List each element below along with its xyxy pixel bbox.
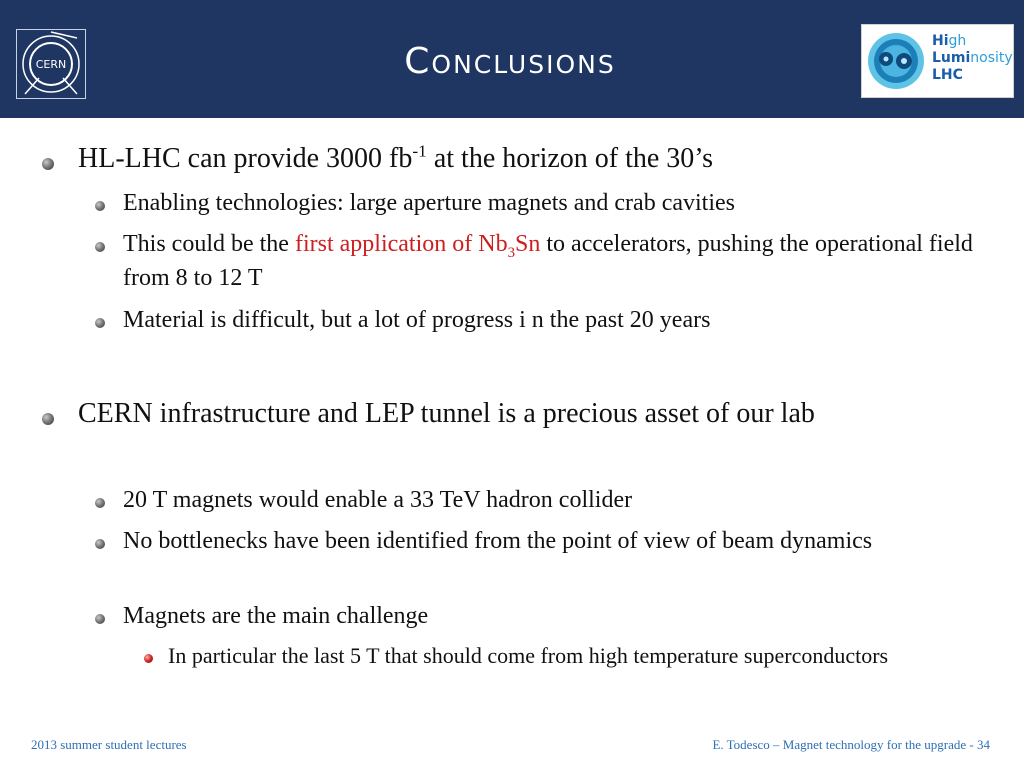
bullet-first-application-sub: 3 bbox=[507, 244, 516, 261]
hl-logo-line2b: nosity bbox=[970, 50, 1013, 66]
sub-bullet-icon bbox=[95, 201, 105, 211]
bullet-no-bottlenecks: No bottlenecks have been identified from the point of view of beam dynamics bbox=[123, 528, 873, 554]
bullet-cern-infrastructure: CERN infrastructure and LEP tunnel is a precious asset of our lab bbox=[78, 398, 815, 429]
bullet-icon bbox=[42, 158, 54, 170]
bullet-hts-superconductors: In particular the last 5 T that should come from high temperature superconductors bbox=[168, 643, 889, 668]
slide-title: Conclusions bbox=[404, 41, 616, 82]
footer-left: 2013 summer student lectures bbox=[31, 737, 187, 752]
sub-bullet-icon bbox=[95, 498, 105, 508]
hl-logo-line1b: gh bbox=[948, 33, 967, 49]
footer-right: E. Todesco – Magnet technology for the upgrade - 34 bbox=[712, 737, 990, 752]
bullet-first-application-red-post: Sn bbox=[515, 231, 541, 257]
bullet-icon bbox=[42, 413, 54, 425]
bullet-first-application-red: first application of Nb bbox=[294, 231, 508, 257]
bullet-hl-lhc-pre: HL-LHC can provide 3000 fb bbox=[78, 143, 413, 174]
hl-logo-line1a: Hi bbox=[932, 33, 949, 49]
hl-logo-line2a: Lumi bbox=[932, 50, 971, 66]
bullet-hl-lhc bbox=[78, 138, 998, 179]
bullet-first-application bbox=[123, 227, 993, 295]
bullet-enabling-technologies: Enabling technologies: large aperture magnets and crab cavities bbox=[123, 190, 735, 216]
bullet-first-application-pre: This could be the bbox=[123, 231, 295, 257]
bullet-hl-lhc-sup: -1 bbox=[412, 141, 427, 161]
sub-sub-bullet-icon bbox=[144, 654, 153, 663]
bullet-first-application-post: to accelerators, pushing the operational field from 8 to 12 T bbox=[123, 231, 973, 291]
bullet-hl-lhc-post: at the horizon of the 30’s bbox=[426, 143, 713, 174]
sub-bullet-icon bbox=[95, 318, 105, 328]
sub-bullet-icon bbox=[95, 539, 105, 549]
cern-logo-text: CERN bbox=[35, 58, 67, 71]
bullet-material-progress: Material is difficult, but a lot of progress i n the past 20 years bbox=[123, 307, 711, 333]
sub-bullet-icon bbox=[95, 242, 105, 252]
bullet-20t-magnets: 20 T magnets would enable a 33 TeV hadron collider bbox=[123, 487, 633, 513]
bullet-magnets-challenge: Magnets are the main challenge bbox=[123, 603, 429, 629]
hl-logo-line3: LHC bbox=[932, 67, 963, 83]
sub-bullet-icon bbox=[95, 614, 105, 624]
